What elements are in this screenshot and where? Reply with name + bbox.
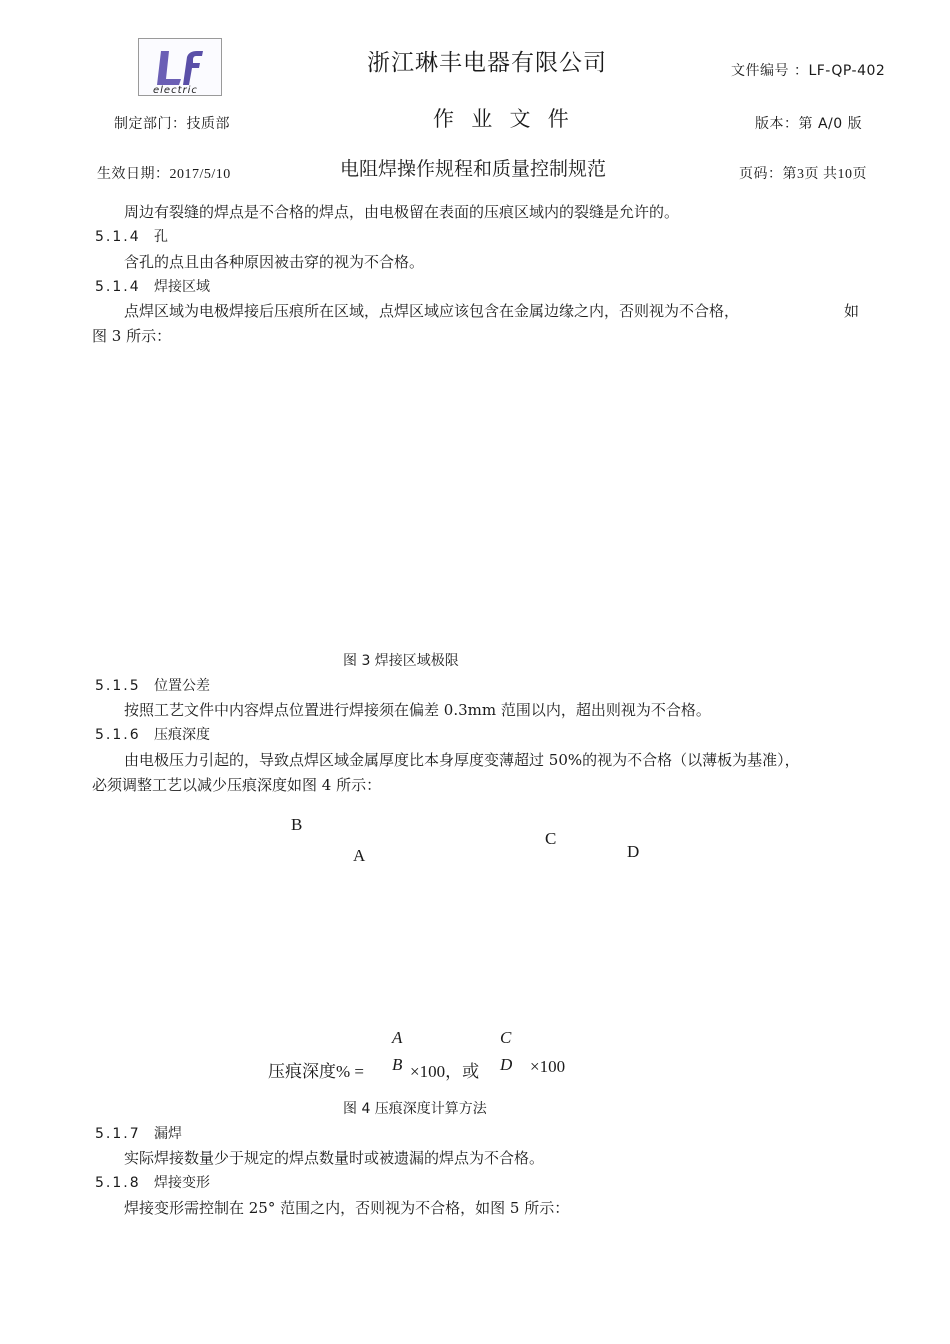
section-number: 5.1.5 xyxy=(95,678,141,694)
paragraph-missing-weld: 实际焊接数量少于规定的焊点数量时或被遗漏的焊点为不合格。 xyxy=(124,1149,545,1167)
paragraph-weld-area-end: 如 xyxy=(844,302,860,320)
figure-4-label-d: D xyxy=(627,842,640,861)
logo-subtext: electric xyxy=(153,85,198,95)
document-title: 电阻焊操作规程和质量控制规范 xyxy=(340,159,607,180)
formula-denominator-d: D xyxy=(500,1055,513,1074)
section-heading-deformation xyxy=(95,1172,210,1192)
section-heading-position xyxy=(95,675,210,695)
version: 版本：第 A/0 版 xyxy=(755,116,863,132)
paragraph-position: 按照工艺文件中内容焊点位置进行焊接须在偏差 0.3mm 范围以内，超出则视为不合格。 xyxy=(124,701,711,719)
formula-tail: ×100 xyxy=(530,1057,566,1076)
section-number: 5.1.8 xyxy=(95,1175,141,1191)
section-number: 5.1.7 xyxy=(95,1126,141,1142)
page-number: 页码：第3页 共10页 xyxy=(739,167,867,182)
section-number: 5.1.4 xyxy=(95,229,141,245)
section-heading-hole xyxy=(95,226,168,246)
lf-logo-icon xyxy=(139,39,221,95)
figure-3-caption: 图 3 焊接区域极限 xyxy=(343,653,459,669)
formula-middle: ×100，或 xyxy=(410,1062,480,1081)
section-title: 孔 xyxy=(153,229,168,245)
figure-3-area xyxy=(90,350,870,640)
company-name: 浙江琳丰电器有限公司 xyxy=(367,50,607,76)
paragraph-weld-area-cont: 图 3 所示： xyxy=(92,327,172,345)
paragraph-hole: 含孔的点且由各种原因被击穿的视为不合格。 xyxy=(124,253,425,271)
section-title: 焊接区域 xyxy=(153,279,210,295)
section-heading-depth xyxy=(95,724,210,744)
paragraph-crack: 周边有裂缝的焊点是不合格的焊点，由电极留在表面的压痕区域内的裂缝是允许的。 xyxy=(124,203,680,221)
formula-numerator-c: C xyxy=(500,1028,512,1047)
section-heading-missing-weld xyxy=(95,1123,182,1143)
section-title: 位置公差 xyxy=(153,678,210,694)
formula-numerator-a: A xyxy=(392,1028,403,1047)
figure-4-caption: 图 4 压痕深度计算方法 xyxy=(343,1101,487,1117)
section-heading-weld-area xyxy=(95,276,210,296)
formula-lhs: 压痕深度% = xyxy=(268,1062,364,1081)
file-number: 文件编号 ：LF-QP-402 xyxy=(731,63,886,79)
paragraph-depth: 由电极压力引起的，导致点焊区域金属厚度比本身厚度变薄超过 50%的视为不合格（以薄板为基准）， xyxy=(124,751,800,769)
section-number: 5.1.4 xyxy=(95,279,141,295)
figure-4-label-b: B xyxy=(291,815,303,834)
company-logo xyxy=(138,38,222,96)
effective-date: 生效日期：2017/5/10 xyxy=(97,167,231,182)
section-title: 压痕深度 xyxy=(153,727,210,743)
department: 制定部门：技质部 xyxy=(114,116,230,132)
figure-4-label-c: C xyxy=(545,829,557,848)
formula-denominator-b: B xyxy=(392,1055,403,1074)
paragraph-depth-cont: 必须调整工艺以减少压痕深度如图 4 所示： xyxy=(92,776,382,794)
section-title: 焊接变形 xyxy=(153,1175,210,1191)
figure-4-label-a: A xyxy=(353,846,366,865)
document-type: 作 业 文 件 xyxy=(433,107,575,131)
section-title: 漏焊 xyxy=(153,1126,182,1142)
section-number: 5.1.6 xyxy=(95,727,141,743)
paragraph-weld-area: 点焊区域为电极焊接后压痕所在区域，点焊区域应该包含在金属边缘之内，否则视为不合格， xyxy=(124,302,740,320)
paragraph-deformation: 焊接变形需控制在 25° 范围之内，否则视为不合格，如图 5 所示： xyxy=(124,1199,570,1217)
